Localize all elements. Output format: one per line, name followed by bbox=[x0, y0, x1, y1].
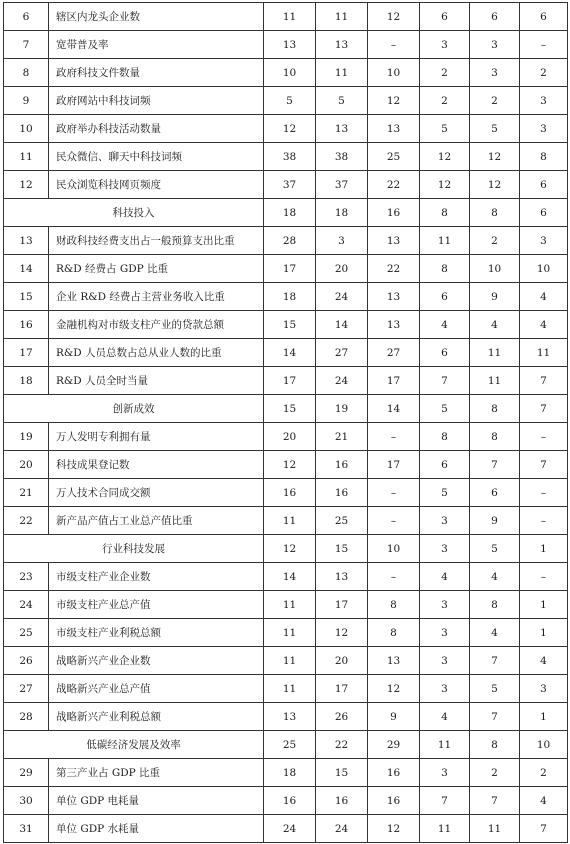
rank-cell: 16 bbox=[264, 787, 316, 815]
rank-cell: – bbox=[368, 31, 420, 59]
rank-cell: 9 bbox=[470, 507, 520, 535]
table-row bbox=[4, 563, 568, 591]
rank-cell: 12 bbox=[316, 619, 368, 647]
rank-cell: 3 bbox=[420, 31, 470, 59]
rank-cell: 11 bbox=[520, 339, 568, 367]
rank-cell: 3 bbox=[420, 619, 470, 647]
rank-cell: 14 bbox=[368, 395, 420, 423]
rank-cell: 13 bbox=[316, 31, 368, 59]
rank-cell: 6 bbox=[420, 283, 470, 311]
section-title: 创新成效 bbox=[4, 395, 264, 423]
indicator-name: 战略新兴产业总产值 bbox=[49, 675, 264, 703]
rank-cell: 4 bbox=[520, 283, 568, 311]
rank-cell: 5 bbox=[420, 395, 470, 423]
rank-cell: 24 bbox=[316, 283, 368, 311]
rank-cell: 14 bbox=[264, 339, 316, 367]
indicator-name: 政府举办科技活动数量 bbox=[49, 115, 264, 143]
row-number: 20 bbox=[4, 451, 49, 479]
rank-cell: 4 bbox=[520, 311, 568, 339]
rank-cell: – bbox=[520, 31, 568, 59]
rank-cell: 11 bbox=[264, 3, 316, 31]
indicator-name: 市级支柱产业企业数 bbox=[49, 563, 264, 591]
rank-cell: 18 bbox=[264, 759, 316, 787]
rank-cell: 7 bbox=[470, 703, 520, 731]
rank-cell: 11 bbox=[470, 367, 520, 395]
rank-cell: 11 bbox=[470, 815, 520, 843]
rank-cell: 4 bbox=[420, 703, 470, 731]
table-row bbox=[4, 367, 568, 395]
row-number: 30 bbox=[4, 787, 49, 815]
rank-cell: 8 bbox=[420, 255, 470, 283]
rank-cell: 2 bbox=[470, 759, 520, 787]
rank-cell: – bbox=[520, 563, 568, 591]
rank-cell: 16 bbox=[368, 199, 420, 227]
row-number: 14 bbox=[4, 255, 49, 283]
table-row bbox=[4, 3, 568, 31]
rank-cell: 3 bbox=[520, 227, 568, 255]
section-row bbox=[4, 731, 568, 759]
table-row bbox=[4, 143, 568, 171]
rank-cell: 21 bbox=[316, 423, 368, 451]
rank-cell: 12 bbox=[368, 87, 420, 115]
rank-cell: 16 bbox=[368, 787, 420, 815]
table-row bbox=[4, 227, 568, 255]
rank-cell: 3 bbox=[420, 535, 470, 563]
rank-cell: 5 bbox=[420, 479, 470, 507]
rank-cell: 12 bbox=[470, 143, 520, 171]
rank-cell: 1 bbox=[520, 703, 568, 731]
rank-cell: 15 bbox=[316, 535, 368, 563]
section-row bbox=[4, 199, 568, 227]
table-row bbox=[4, 339, 568, 367]
rank-cell: 16 bbox=[316, 787, 368, 815]
indicator-name: 战略新兴产业利税总额 bbox=[49, 703, 264, 731]
rank-cell: 16 bbox=[368, 759, 420, 787]
rank-cell: 4 bbox=[420, 311, 470, 339]
row-number: 7 bbox=[4, 31, 49, 59]
rank-cell: 1 bbox=[520, 619, 568, 647]
rank-cell: 11 bbox=[420, 731, 470, 759]
section-title: 科技投入 bbox=[4, 199, 264, 227]
rank-cell: 3 bbox=[420, 647, 470, 675]
rank-cell: – bbox=[520, 423, 568, 451]
rank-cell: 7 bbox=[520, 451, 568, 479]
rank-cell: 2 bbox=[420, 59, 470, 87]
rank-cell: 2 bbox=[420, 87, 470, 115]
rank-cell: 3 bbox=[420, 507, 470, 535]
rank-cell: 3 bbox=[520, 87, 568, 115]
table-row bbox=[4, 115, 568, 143]
rank-cell: 3 bbox=[316, 227, 368, 255]
row-number: 29 bbox=[4, 759, 49, 787]
table-row bbox=[4, 619, 568, 647]
rank-cell: 4 bbox=[470, 311, 520, 339]
row-number: 18 bbox=[4, 367, 49, 395]
rank-cell: 2 bbox=[470, 227, 520, 255]
table-row bbox=[4, 675, 568, 703]
rank-cell: – bbox=[368, 423, 420, 451]
rank-cell: 28 bbox=[264, 227, 316, 255]
rank-cell: 5 bbox=[470, 675, 520, 703]
rank-cell: 12 bbox=[264, 451, 316, 479]
rank-cell: 3 bbox=[420, 591, 470, 619]
table-row bbox=[4, 759, 568, 787]
rank-cell: 13 bbox=[368, 115, 420, 143]
rank-cell: 24 bbox=[316, 815, 368, 843]
indicator-name: 辖区内龙头企业数 bbox=[49, 3, 264, 31]
rank-cell: 12 bbox=[264, 115, 316, 143]
rank-cell: 17 bbox=[316, 675, 368, 703]
rank-cell: 7 bbox=[520, 395, 568, 423]
rank-cell: 8 bbox=[470, 395, 520, 423]
table-row bbox=[4, 31, 568, 59]
rank-cell: 14 bbox=[316, 311, 368, 339]
rank-cell: 25 bbox=[316, 507, 368, 535]
rank-cell: 13 bbox=[264, 31, 316, 59]
rank-cell: 8 bbox=[470, 731, 520, 759]
row-number: 23 bbox=[4, 563, 49, 591]
row-number: 16 bbox=[4, 311, 49, 339]
row-number: 9 bbox=[4, 87, 49, 115]
rank-cell: 37 bbox=[316, 171, 368, 199]
table-row bbox=[4, 87, 568, 115]
rank-cell: 10 bbox=[368, 535, 420, 563]
rank-cell: – bbox=[520, 479, 568, 507]
rank-cell: 4 bbox=[470, 563, 520, 591]
rank-cell: 19 bbox=[316, 395, 368, 423]
rank-cell: 2 bbox=[520, 59, 568, 87]
rank-cell: 13 bbox=[264, 703, 316, 731]
table-row bbox=[4, 507, 568, 535]
rank-cell: 14 bbox=[264, 563, 316, 591]
rank-cell: 11 bbox=[420, 815, 470, 843]
rank-cell: 11 bbox=[316, 59, 368, 87]
row-number: 17 bbox=[4, 339, 49, 367]
rank-cell: 13 bbox=[368, 227, 420, 255]
rank-cell: 7 bbox=[520, 367, 568, 395]
table-row bbox=[4, 283, 568, 311]
rank-cell: 10 bbox=[264, 59, 316, 87]
indicator-name: 金融机构对市级支柱产业的贷款总额 bbox=[49, 311, 264, 339]
rank-cell: 7 bbox=[470, 647, 520, 675]
rank-cell: 13 bbox=[368, 311, 420, 339]
row-number: 19 bbox=[4, 423, 49, 451]
rank-cell: 8 bbox=[420, 423, 470, 451]
rank-cell: 15 bbox=[316, 759, 368, 787]
rank-cell: 11 bbox=[264, 675, 316, 703]
rank-cell: 8 bbox=[520, 143, 568, 171]
rank-cell: 8 bbox=[368, 619, 420, 647]
rank-cell: 22 bbox=[316, 731, 368, 759]
rank-cell: 11 bbox=[264, 591, 316, 619]
rank-cell: 27 bbox=[368, 339, 420, 367]
rank-cell: 15 bbox=[264, 395, 316, 423]
rank-cell: 6 bbox=[520, 171, 568, 199]
section-row bbox=[4, 395, 568, 423]
rank-cell: 3 bbox=[520, 675, 568, 703]
indicator-name: R&D 经费占 GDP 比重 bbox=[49, 255, 264, 283]
rank-cell: 12 bbox=[420, 143, 470, 171]
rank-cell: 27 bbox=[316, 339, 368, 367]
rank-cell: 7 bbox=[470, 787, 520, 815]
rank-cell: 25 bbox=[264, 731, 316, 759]
rank-cell: 7 bbox=[420, 367, 470, 395]
rank-cell: 12 bbox=[420, 171, 470, 199]
rank-cell: 8 bbox=[420, 199, 470, 227]
rank-cell: 12 bbox=[368, 3, 420, 31]
rank-cell: 8 bbox=[470, 591, 520, 619]
rank-cell: 3 bbox=[420, 675, 470, 703]
indicator-name: 新产品产值占工业总产值比重 bbox=[49, 507, 264, 535]
rank-cell: 13 bbox=[368, 647, 420, 675]
indicator-name: 万人技术合同成交额 bbox=[49, 479, 264, 507]
rank-cell: – bbox=[368, 507, 420, 535]
indicator-name: 市级支柱产业总产值 bbox=[49, 591, 264, 619]
rank-cell: 11 bbox=[316, 3, 368, 31]
row-number: 21 bbox=[4, 479, 49, 507]
rank-cell: 3 bbox=[520, 115, 568, 143]
indicator-name: 政府科技文件数量 bbox=[49, 59, 264, 87]
rank-cell: 17 bbox=[264, 367, 316, 395]
row-number: 8 bbox=[4, 59, 49, 87]
indicator-name: 第三产业占 GDP 比重 bbox=[49, 759, 264, 787]
indicator-name: 宽带普及率 bbox=[49, 31, 264, 59]
rank-cell: 15 bbox=[264, 311, 316, 339]
rank-cell: 10 bbox=[368, 59, 420, 87]
rank-cell: 20 bbox=[316, 255, 368, 283]
row-number: 11 bbox=[4, 143, 49, 171]
indicator-name: 单位 GDP 水耗量 bbox=[49, 815, 264, 843]
rank-cell: 26 bbox=[316, 703, 368, 731]
rank-cell: 1 bbox=[520, 591, 568, 619]
rank-cell: 6 bbox=[520, 3, 568, 31]
rank-cell: 6 bbox=[420, 3, 470, 31]
row-number: 31 bbox=[4, 815, 49, 843]
rank-cell: 8 bbox=[470, 199, 520, 227]
rank-cell: 37 bbox=[264, 171, 316, 199]
rank-cell: 18 bbox=[264, 283, 316, 311]
rank-cell: 7 bbox=[420, 787, 470, 815]
row-number: 12 bbox=[4, 171, 49, 199]
rank-cell: 3 bbox=[420, 759, 470, 787]
row-number: 24 bbox=[4, 591, 49, 619]
rank-cell: – bbox=[520, 507, 568, 535]
rank-cell: 24 bbox=[316, 367, 368, 395]
rank-cell: 16 bbox=[316, 451, 368, 479]
indicator-name: 战略新兴产业企业数 bbox=[49, 647, 264, 675]
row-number: 28 bbox=[4, 703, 49, 731]
rank-cell: 13 bbox=[368, 283, 420, 311]
table-row bbox=[4, 647, 568, 675]
rank-cell: 3 bbox=[470, 59, 520, 87]
indicator-name: 财政科技经费支出占一般预算支出比重 bbox=[49, 227, 264, 255]
rank-cell: – bbox=[368, 563, 420, 591]
rank-cell: 8 bbox=[470, 423, 520, 451]
rank-cell: 5 bbox=[470, 115, 520, 143]
rank-cell: 12 bbox=[368, 815, 420, 843]
table-body bbox=[4, 3, 568, 843]
rank-cell: 17 bbox=[264, 255, 316, 283]
rank-cell: 3 bbox=[470, 31, 520, 59]
table-row bbox=[4, 451, 568, 479]
row-number: 13 bbox=[4, 227, 49, 255]
rank-cell: 18 bbox=[316, 199, 368, 227]
table-row bbox=[4, 255, 568, 283]
rank-cell: 6 bbox=[420, 339, 470, 367]
rank-cell: 4 bbox=[520, 787, 568, 815]
rank-cell: 2 bbox=[470, 87, 520, 115]
rank-cell: 12 bbox=[368, 675, 420, 703]
rank-cell: 7 bbox=[520, 815, 568, 843]
rank-cell: 38 bbox=[264, 143, 316, 171]
rank-cell: 4 bbox=[420, 563, 470, 591]
rank-cell: 7 bbox=[470, 451, 520, 479]
indicator-name: R&D 人员总数占总从业人数的比重 bbox=[49, 339, 264, 367]
rank-cell: 12 bbox=[264, 535, 316, 563]
rank-cell: 11 bbox=[420, 227, 470, 255]
rank-cell: 10 bbox=[520, 255, 568, 283]
rank-cell: 25 bbox=[368, 143, 420, 171]
rank-cell: 11 bbox=[264, 507, 316, 535]
rank-cell: 17 bbox=[368, 367, 420, 395]
row-number: 22 bbox=[4, 507, 49, 535]
row-number: 15 bbox=[4, 283, 49, 311]
rank-cell: 11 bbox=[264, 619, 316, 647]
rank-cell: 29 bbox=[368, 731, 420, 759]
table-row bbox=[4, 479, 568, 507]
indicator-name: 单位 GDP 电耗量 bbox=[49, 787, 264, 815]
indicator-name: 政府网站中科技词频 bbox=[49, 87, 264, 115]
table-row bbox=[4, 703, 568, 731]
rank-cell: 11 bbox=[264, 647, 316, 675]
indicator-name: 科技成果登记数 bbox=[49, 451, 264, 479]
table-row bbox=[4, 815, 568, 843]
rank-cell: 5 bbox=[420, 115, 470, 143]
rank-cell: 5 bbox=[264, 87, 316, 115]
row-number: 27 bbox=[4, 675, 49, 703]
rank-cell: 6 bbox=[520, 199, 568, 227]
indicator-name: 企业 R&D 经费占主营业务收入比重 bbox=[49, 283, 264, 311]
rank-cell: 12 bbox=[470, 171, 520, 199]
row-number: 26 bbox=[4, 647, 49, 675]
rank-cell: – bbox=[368, 479, 420, 507]
rank-cell: 24 bbox=[264, 815, 316, 843]
rank-cell: 20 bbox=[264, 423, 316, 451]
rank-cell: 6 bbox=[420, 451, 470, 479]
rank-cell: 6 bbox=[470, 479, 520, 507]
rank-cell: 2 bbox=[520, 759, 568, 787]
rank-cell: 5 bbox=[316, 87, 368, 115]
rank-cell: 5 bbox=[470, 535, 520, 563]
indicator-name: 万人发明专利拥有量 bbox=[49, 423, 264, 451]
row-number: 10 bbox=[4, 115, 49, 143]
rank-cell: 22 bbox=[368, 255, 420, 283]
rank-cell: 16 bbox=[316, 479, 368, 507]
rank-cell: 13 bbox=[316, 563, 368, 591]
rank-cell: 13 bbox=[316, 115, 368, 143]
rank-cell: 6 bbox=[470, 3, 520, 31]
row-number: 25 bbox=[4, 619, 49, 647]
rank-cell: 1 bbox=[520, 535, 568, 563]
rank-cell: 20 bbox=[316, 647, 368, 675]
rank-cell: 11 bbox=[470, 339, 520, 367]
section-row bbox=[4, 535, 568, 563]
rank-cell: 17 bbox=[316, 591, 368, 619]
rank-cell: 10 bbox=[470, 255, 520, 283]
rank-cell: 22 bbox=[368, 171, 420, 199]
rank-cell: 18 bbox=[264, 199, 316, 227]
section-title: 行业科技发展 bbox=[4, 535, 264, 563]
rank-cell: 8 bbox=[368, 591, 420, 619]
indicator-name: R&D 人员全时当量 bbox=[49, 367, 264, 395]
ranking-table bbox=[3, 2, 568, 843]
table-row bbox=[4, 311, 568, 339]
indicator-name: 民众微信、聊天中科技词频 bbox=[49, 143, 264, 171]
table-row bbox=[4, 171, 568, 199]
table-row bbox=[4, 787, 568, 815]
rank-cell: 9 bbox=[368, 703, 420, 731]
row-number: 6 bbox=[4, 3, 49, 31]
table-row bbox=[4, 423, 568, 451]
rank-cell: 16 bbox=[264, 479, 316, 507]
rank-cell: 4 bbox=[520, 647, 568, 675]
rank-cell: 9 bbox=[470, 283, 520, 311]
indicator-name: 市级支柱产业利税总额 bbox=[49, 619, 264, 647]
table-row bbox=[4, 591, 568, 619]
rank-cell: 17 bbox=[368, 451, 420, 479]
section-title: 低碳经济发展及效率 bbox=[4, 731, 264, 759]
rank-cell: 10 bbox=[520, 731, 568, 759]
rank-cell: 4 bbox=[470, 619, 520, 647]
indicator-name: 民众浏览科技网页频度 bbox=[49, 171, 264, 199]
rank-cell: 38 bbox=[316, 143, 368, 171]
table-row bbox=[4, 59, 568, 87]
